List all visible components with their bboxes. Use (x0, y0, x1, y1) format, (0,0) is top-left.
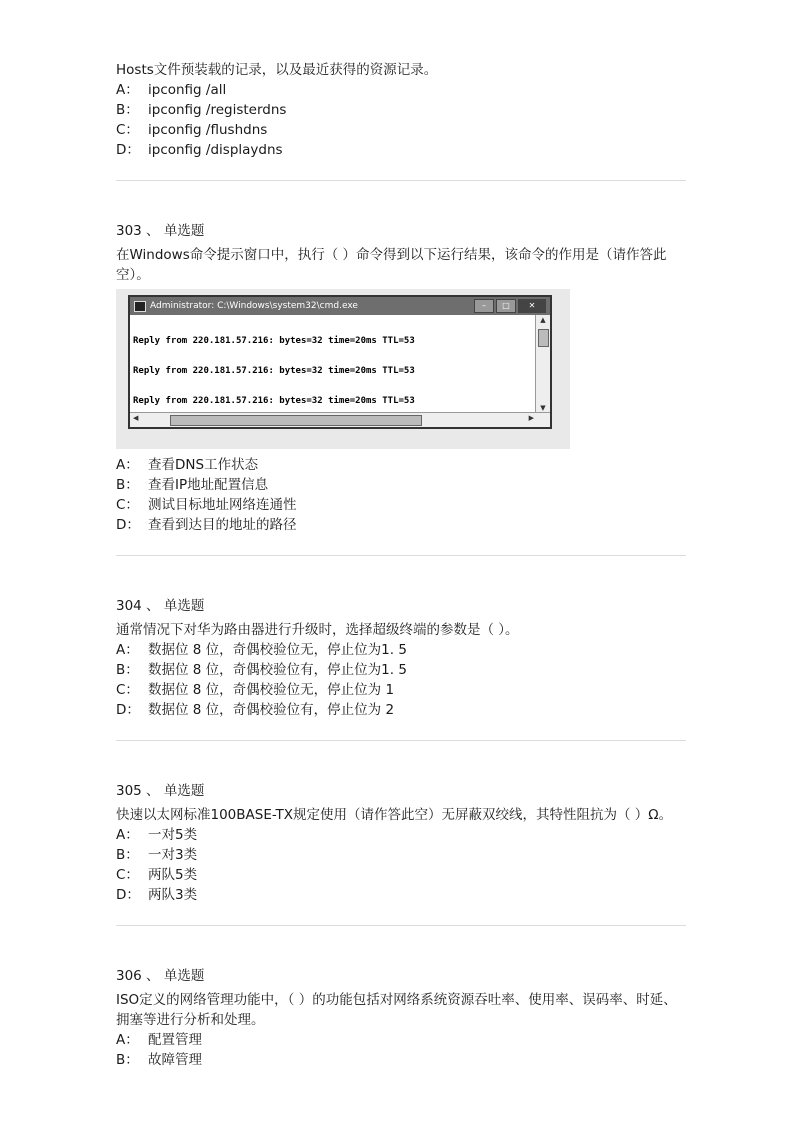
question-stem: 通常情况下对华为路由器进行升级时，选择超级终端的参数是（ ）。 (116, 622, 519, 638)
option-text: 故障管理 (148, 1052, 202, 1068)
option-letter: D： (116, 517, 140, 533)
cmd-output (130, 315, 536, 413)
option-a (116, 825, 686, 845)
question-302-tail (116, 60, 686, 160)
option-text: 查看到达目的地址的路径 (148, 517, 297, 533)
horizontal-scrollbar (130, 412, 550, 427)
option-letter: B： (116, 847, 139, 863)
option-b (116, 660, 686, 680)
option-b (116, 475, 686, 495)
minimize-icon: – (474, 299, 494, 313)
scroll-thumb (538, 329, 549, 347)
question-number: 305 、 单选题 (116, 783, 205, 799)
option-a (116, 640, 686, 660)
scroll-right-icon: ▶ (528, 414, 534, 422)
divider (116, 555, 686, 556)
question-303 (116, 221, 686, 535)
option-letter: C： (116, 682, 139, 698)
option-letter: D： (116, 887, 140, 903)
cmd-window (128, 295, 552, 429)
option-letter: B： (116, 1052, 139, 1068)
option-letter: C： (116, 867, 139, 883)
option-c (116, 495, 686, 515)
cmd-app-icon (134, 301, 146, 312)
option-c (116, 680, 686, 700)
option-text: ipconfig /registerdns (148, 102, 287, 118)
option-text: 一对5类 (148, 827, 198, 843)
option-letter: D： (116, 702, 140, 718)
question-stem: 快速以太网标准100BASE-TX规定使用（请作答此空）无屏蔽双绞线，其特性阻抗为（ ）Ω。 (116, 807, 673, 823)
option-text: 数据位 8 位，奇偶校验位有，停止位为1. 5 (148, 662, 407, 678)
option-text: ipconfig /all (148, 82, 227, 98)
question-number: 303 、 单选题 (116, 223, 205, 239)
option-text: 一对3类 (148, 847, 198, 863)
option-a (116, 1030, 686, 1050)
scroll-left-icon: ◀ (133, 414, 139, 422)
option-letter: D： (116, 142, 140, 158)
option-text: 数据位 8 位，奇偶校验位无，停止位为 1 (148, 682, 395, 698)
question-305 (116, 781, 686, 905)
cmd-screenshot (116, 289, 570, 449)
divider (116, 180, 686, 181)
option-text: 测试目标地址网络连通性 (148, 497, 297, 513)
close-icon: ✕ (518, 299, 546, 313)
cmd-title-bar (130, 297, 550, 315)
divider (116, 740, 686, 741)
option-b (116, 1050, 686, 1070)
option-letter: C： (116, 497, 139, 513)
option-a (116, 80, 686, 100)
cmd-line: Reply from 220.181.57.216: bytes=32 time=20ms TTL=53 (133, 336, 415, 346)
question-page (116, 60, 686, 1070)
question-306 (116, 966, 686, 1070)
scroll-down-icon: ▼ (540, 404, 546, 412)
question-number: 306 、 单选题 (116, 968, 205, 984)
option-d (116, 700, 686, 720)
option-letter: B： (116, 662, 139, 678)
divider (116, 925, 686, 926)
option-letter: A： (116, 827, 139, 843)
option-c (116, 865, 686, 885)
cmd-line: Reply from 220.181.57.216: bytes=32 time=20ms TTL=53 (133, 396, 415, 406)
option-c (116, 120, 686, 140)
question-stem-continuation: Hosts文件预装载的记录，以及最近获得的资源记录。 (116, 62, 438, 78)
option-letter: A： (116, 82, 139, 98)
question-stem: 在Windows命令提示窗口中，执行（ ）命令得到以下运行结果，该命令的作用是（请作答此空）。 (116, 247, 667, 283)
question-number: 304 、 单选题 (116, 598, 205, 614)
option-text: 查看DNS工作状态 (148, 457, 259, 473)
option-text: 两队5类 (148, 867, 198, 883)
question-304 (116, 596, 686, 720)
cmd-title-text: Administrator: C:\Windows\system32\cmd.exe (150, 301, 358, 311)
question-stem: ISO定义的网络管理功能中，（ ）的功能包括对网络系统资源吞吐率、使用率、误码率、时延、拥塞等进行分析和处理。 (116, 992, 677, 1028)
option-letter: A： (116, 457, 139, 473)
option-text: 数据位 8 位，奇偶校验位无，停止位为1. 5 (148, 642, 407, 658)
option-text: 配置管理 (148, 1032, 202, 1048)
cmd-line: Reply from 220.181.57.216: bytes=32 time=20ms TTL=53 (133, 366, 415, 376)
scroll-thumb (170, 415, 422, 426)
option-letter: B： (116, 102, 139, 118)
option-text: 数据位 8 位，奇偶校验位有，停止位为 2 (148, 702, 395, 718)
option-letter: A： (116, 1032, 139, 1048)
maximize-icon: □ (496, 299, 516, 313)
option-letter: A： (116, 642, 139, 658)
option-letter: B： (116, 477, 139, 493)
option-letter: C： (116, 122, 139, 138)
scroll-up-icon: ▲ (540, 316, 546, 324)
option-a (116, 455, 686, 475)
option-d (116, 885, 686, 905)
option-b (116, 100, 686, 120)
window-controls (474, 299, 546, 313)
option-text: 查看IP地址配置信息 (148, 477, 269, 493)
option-text: ipconfig /displaydns (148, 142, 283, 158)
option-text: ipconfig /flushdns (148, 122, 268, 138)
option-d (116, 515, 686, 535)
option-text: 两队3类 (148, 887, 198, 903)
vertical-scrollbar (535, 315, 550, 413)
option-b (116, 845, 686, 865)
option-d (116, 140, 686, 160)
